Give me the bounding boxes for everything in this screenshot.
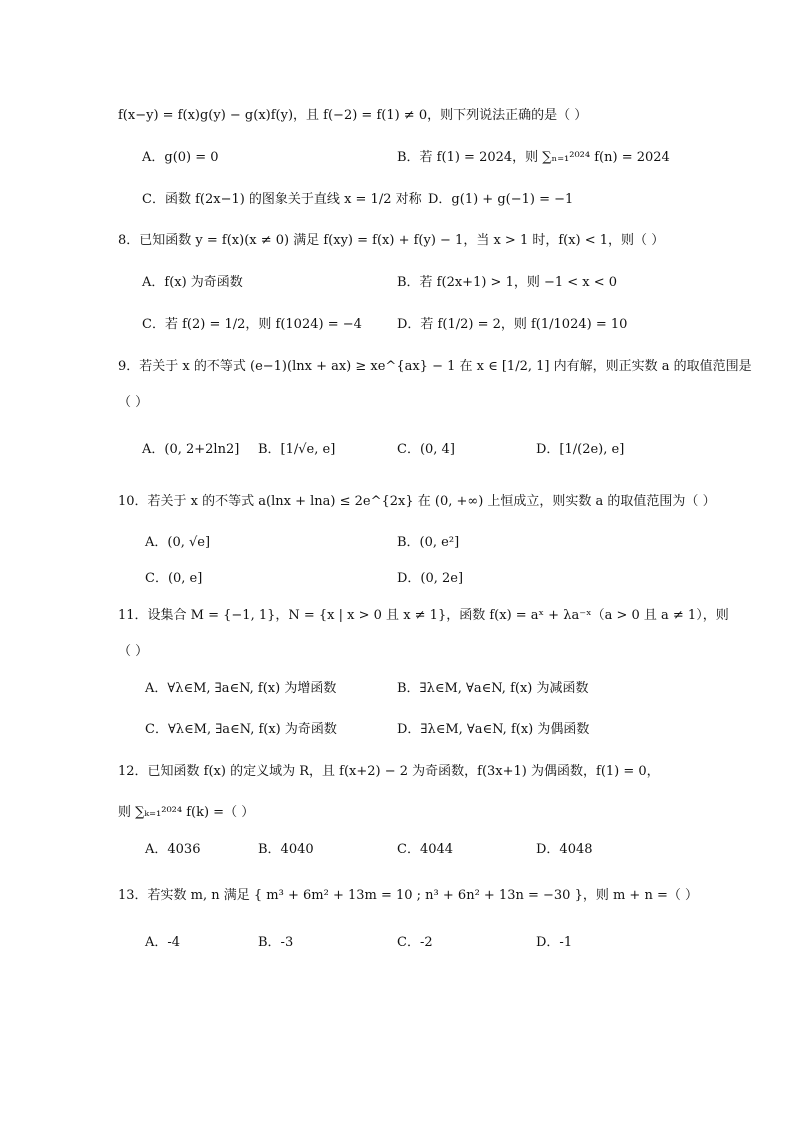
q11-paren: （ ） xyxy=(118,644,149,659)
q8-option-c: C．若 f(2) = 1/2，则 f(1024) = −4 xyxy=(142,317,362,332)
q13-option-b: B．-3 xyxy=(258,935,294,950)
q9-stem: 9．若关于 x 的不等式 (e−1)(lnx + ax) ≥ xe^{ax} − 1 在 x ∈ [1/2, 1] 内有解，则正实数 a 的取值范围是 xyxy=(118,359,752,374)
q13-option-c: C．-2 xyxy=(397,935,433,950)
q12-option-b: B．4040 xyxy=(258,842,314,857)
q9-option-b: B．[1/√e, e] xyxy=(258,442,336,457)
q11-option-a: A．∀λ∈M, ∃a∈N, f(x) 为增函数 xyxy=(145,681,337,696)
q13-option-d: D．-1 xyxy=(536,935,573,950)
q11-option-b: B．∃λ∈M, ∀a∈N, f(x) 为减函数 xyxy=(397,681,589,696)
q7-option-b: B．若 f(1) = 2024，则 ∑ₙ₌₁²⁰²⁴ f(n) = 2024 xyxy=(397,150,670,165)
q9-option-c: C．(0, 4] xyxy=(397,442,455,457)
q10-option-d: D．(0, 2e] xyxy=(397,571,464,586)
q10-option-b: B．(0, e²] xyxy=(397,535,460,550)
q12-option-c: C．4044 xyxy=(397,842,454,857)
q8-option-b: B．若 f(2x+1) > 1，则 −1 < x < 0 xyxy=(397,275,618,290)
q9-option-d: D．[1/(2e), e] xyxy=(536,442,625,457)
q9-paren: （ ） xyxy=(118,395,149,410)
q12-stem-continued: 则 ∑ₖ₌₁²⁰²⁴ f(k) =（ ） xyxy=(118,805,255,820)
q9-option-a: A．(0, 2+2ln2] xyxy=(142,442,240,457)
q13-stem: 13．若实数 m, n 满足 { m³ + 6m² + 13m = 10 ; n³ + 6n² + 13n = −30 }，则 m + n =（ ） xyxy=(118,888,698,903)
q7-stem: f(x−y) = f(x)g(y) − g(x)f(y)，且 f(−2) = f(1) ≠ 0，则下列说法正确的是（ ） xyxy=(118,108,588,123)
q10-stem: 10．若关于 x 的不等式 a(lnx + lna) ≤ 2e^{2x} 在 (0, +∞) 上恒成立，则实数 a 的取值范围为（ ） xyxy=(118,494,716,509)
q13-option-a: A．-4 xyxy=(145,935,181,950)
q12-option-d: D．4048 xyxy=(536,842,593,857)
q11-option-d: D．∃λ∈M, ∀a∈N, f(x) 为偶函数 xyxy=(397,722,590,737)
q7-option-c: C．函数 f(2x−1) 的图象关于直线 x = 1/2 对称 xyxy=(142,192,422,207)
q7-option-d: D．g(1) + g(−1) = −1 xyxy=(428,192,574,207)
q8-option-d: D．若 f(1/2) = 2，则 f(1/1024) = 10 xyxy=(397,317,628,332)
q8-stem: 8．已知函数 y = f(x)(x ≠ 0) 满足 f(xy) = f(x) + f(y) − 1，当 x > 1 时，f(x) < 1，则（ ） xyxy=(118,233,665,248)
q10-option-a: A．(0, √e] xyxy=(145,535,211,550)
q10-option-c: C．(0, e] xyxy=(145,571,203,586)
q7-option-a: A．g(0) = 0 xyxy=(142,150,219,165)
q11-stem: 11．设集合 M = {−1, 1}，N = {x | x > 0 且 x ≠ 1}，函数 f(x) = aˣ + λa⁻ˣ（a > 0 且 a ≠ 1），则 xyxy=(118,608,729,623)
q12-option-a: A．4036 xyxy=(145,842,201,857)
q8-option-a: A．f(x) 为奇函数 xyxy=(142,275,243,290)
q11-option-c: C．∀λ∈M, ∃a∈N, f(x) 为奇函数 xyxy=(145,722,337,737)
q12-stem: 12．已知函数 f(x) 的定义域为 R，且 f(x+2) − 2 为奇函数，f(3x+1) 为偶函数，f(1) = 0， xyxy=(118,764,660,779)
